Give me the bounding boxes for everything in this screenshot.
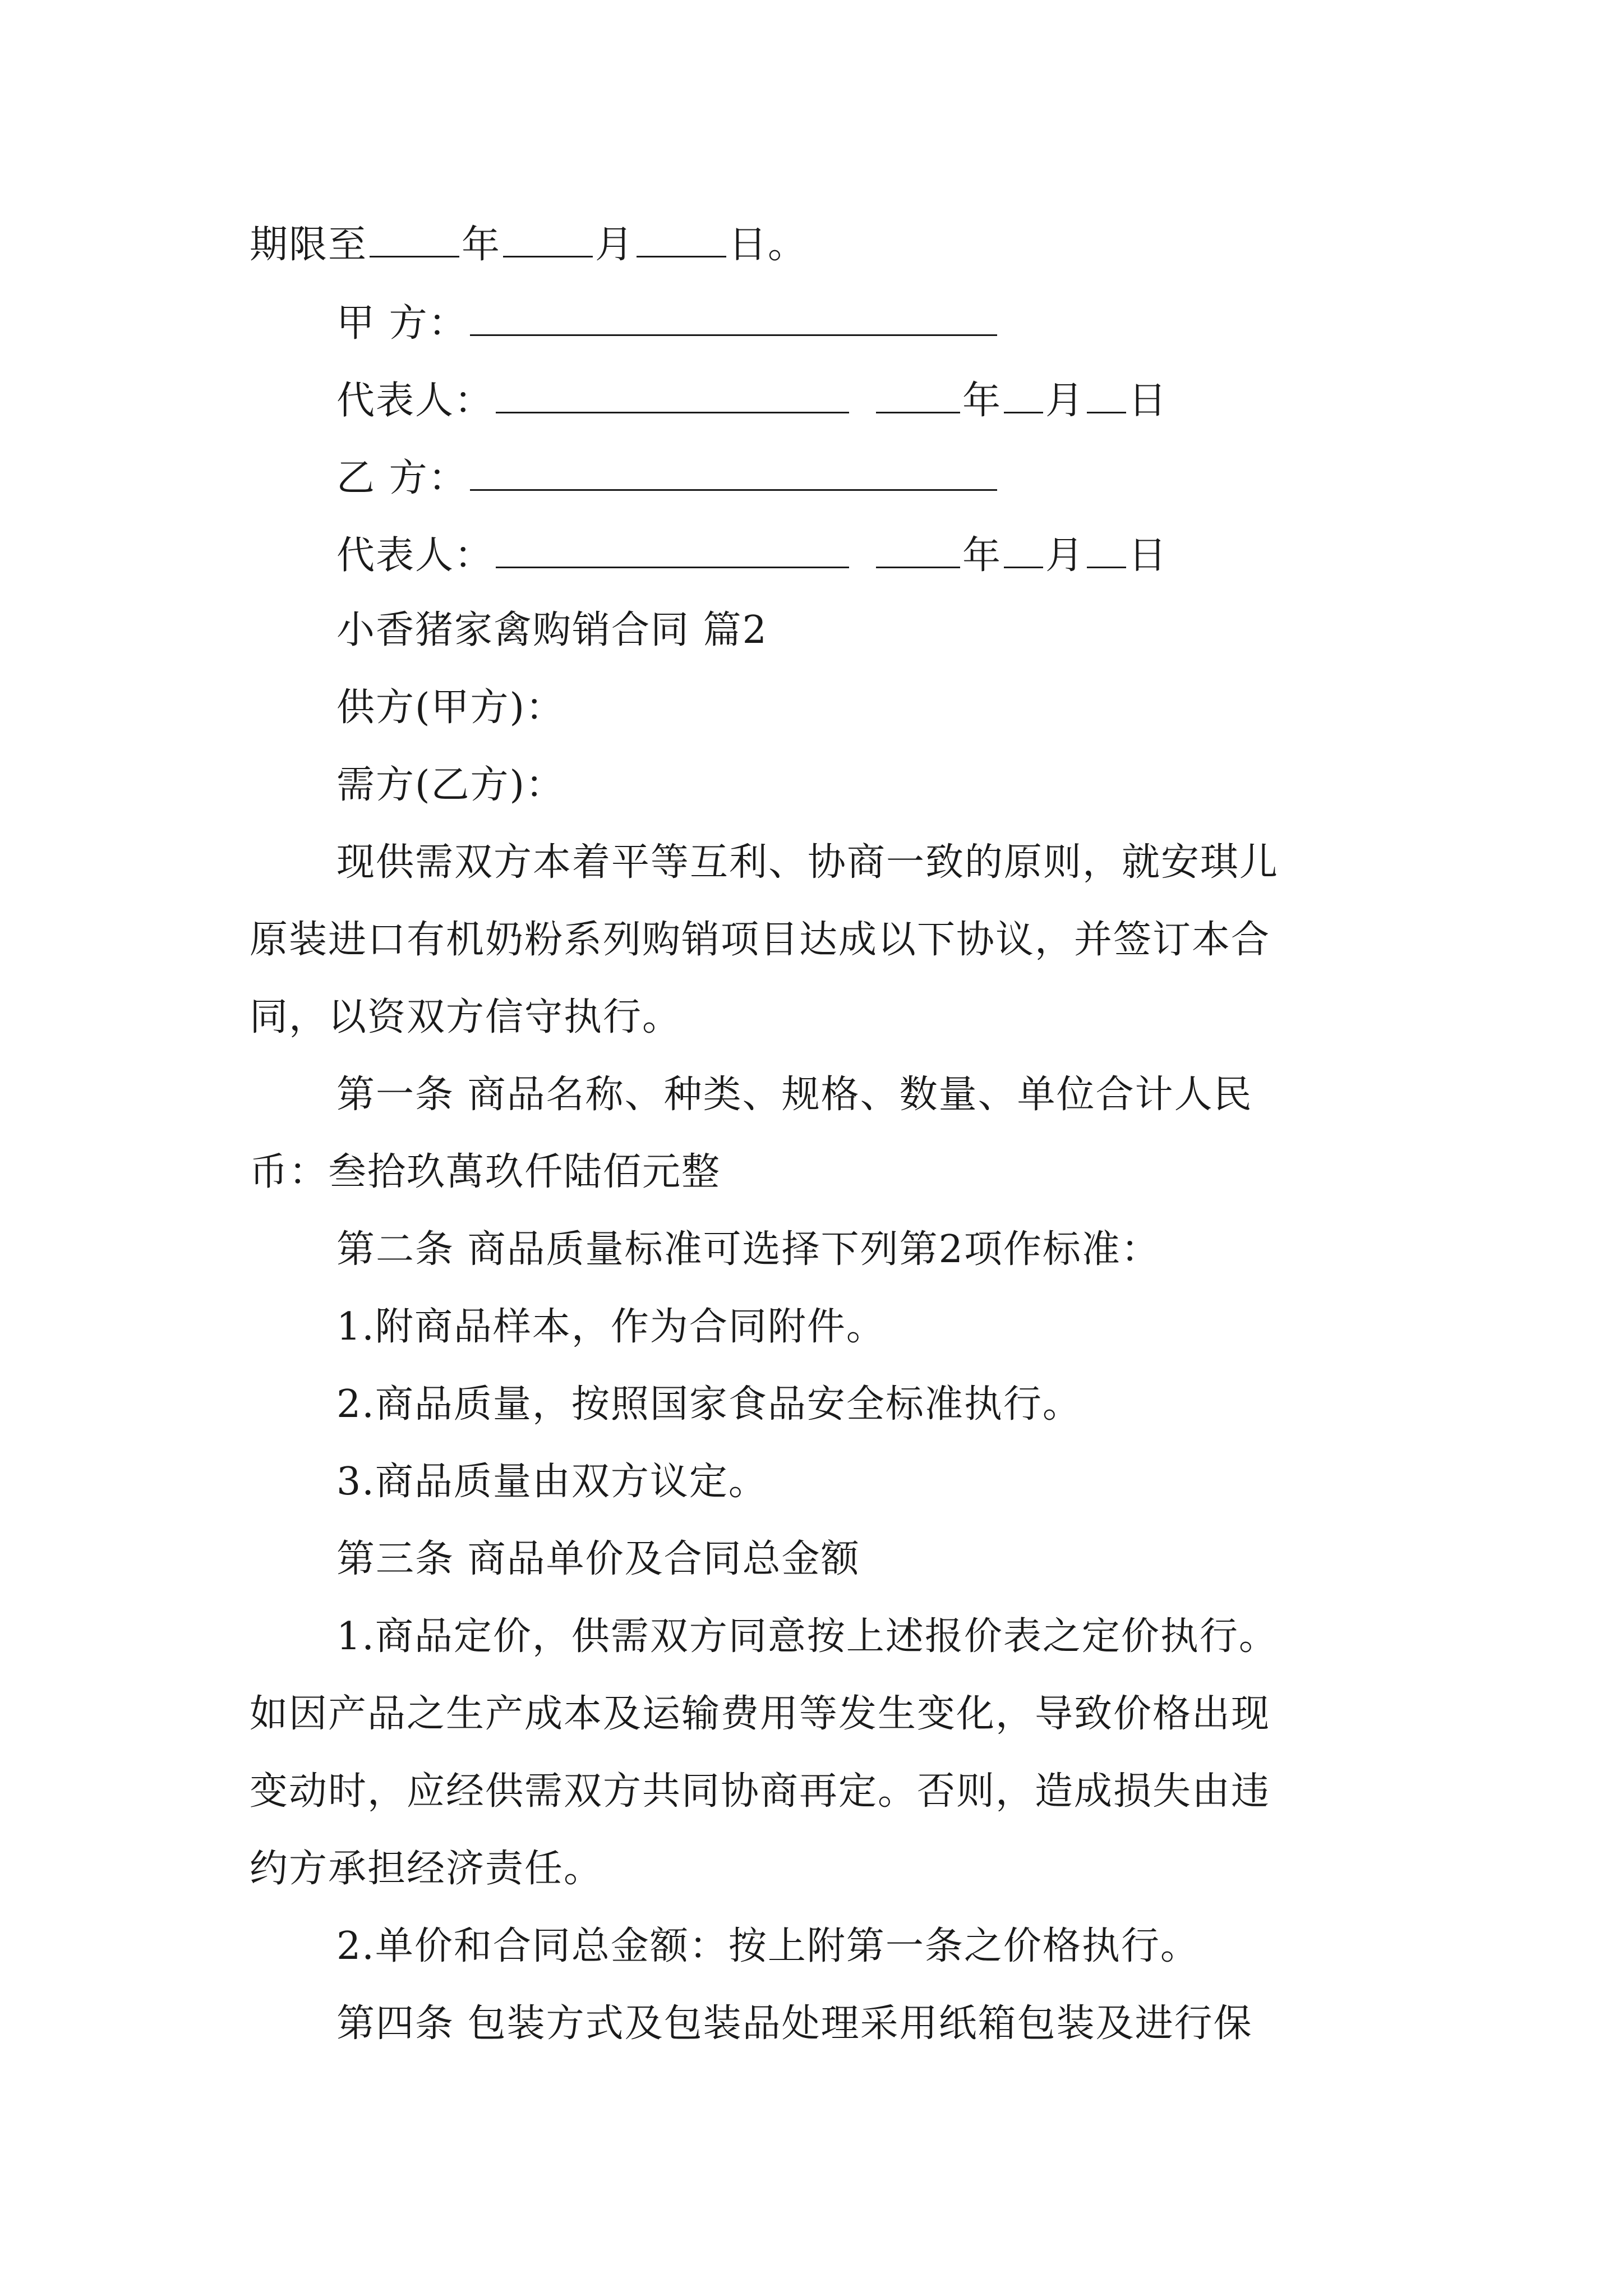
- article3-item1-line-3: 变动时，应经供需双方共同协商再定。否则，造成损失由违: [250, 1769, 1271, 1814]
- article2-item-1: 1.附商品样本，作为合同附件。: [336, 1305, 886, 1349]
- term-prefix: 期限至: [250, 223, 368, 267]
- rep-a-day: 日: [1128, 379, 1168, 423]
- rep-b-month: 月: [1045, 533, 1085, 578]
- article1-line-2: 币：叁拾玖萬玖仟陆佰元整: [250, 1150, 721, 1194]
- rep-b-label: 代表人：: [336, 533, 494, 578]
- rep-b-line: [336, 526, 1168, 580]
- day-blank: [637, 215, 726, 257]
- term-day-label: 日。: [728, 223, 808, 267]
- section-title: 小香猪家禽购销合同 篇2: [336, 608, 768, 652]
- supplier-line: 供方(甲方)：: [336, 685, 565, 730]
- party-b-line: [336, 449, 999, 503]
- article3-item2: 2.单价和合同总金额：按上附第一条之价格执行。: [336, 1924, 1200, 1968]
- article3-item1-line-1: 1.商品定价，供需双方同意按上述报价表之定价执行。: [336, 1614, 1278, 1659]
- article4-line: 第四条 包装方式及包装品处理采用纸箱包装及进行保: [336, 2001, 1253, 2046]
- buyer-line: 需方(乙方)：: [336, 763, 565, 807]
- intro-line-3: 同，以资双方信守执行。: [250, 995, 682, 1039]
- term-line: [250, 215, 807, 269]
- rep-a-line: [336, 371, 1168, 425]
- article1-line-1: 第一条 商品名称、种类、规格、数量、单位合计人民: [336, 1073, 1253, 1117]
- intro-line-1: 现供需双方本着平等互利、协商一致的原则，就安琪儿: [336, 840, 1279, 885]
- rep-b-blank: [496, 526, 849, 568]
- party-b-label: 乙 方：: [336, 456, 468, 500]
- rep-b-day: 日: [1128, 533, 1168, 578]
- intro-line-2: 原装进口有机奶粉系列购销项目达成以下协议，并签订本合: [250, 918, 1271, 962]
- rep-a-month: 月: [1045, 379, 1085, 423]
- party-a-line: [336, 294, 999, 348]
- party-a-blank: [470, 294, 997, 336]
- month-blank: [503, 215, 593, 257]
- term-month-label: 月: [595, 223, 635, 267]
- rep-b-month-blank: [1004, 526, 1043, 568]
- article3-item1-line-2: 如因产品之生产成本及运输费用等发生变化，导致价格出现: [250, 1692, 1271, 1736]
- article3-item1-line-4: 约方承担经济责任。: [250, 1847, 603, 1891]
- party-a-label: 甲 方：: [336, 301, 468, 346]
- rep-a-year-blank: [876, 371, 960, 413]
- year-blank: [370, 215, 459, 257]
- rep-a-day-blank: [1087, 371, 1126, 413]
- rep-a-month-blank: [1004, 371, 1043, 413]
- party-b-blank: [470, 449, 997, 491]
- rep-b-year-blank: [876, 526, 960, 568]
- article3-title: 第三条 商品单价及合同总金额: [336, 1537, 860, 1581]
- article2-title: 第二条 商品质量标准可选择下列第2项作标准：: [336, 1227, 1160, 1272]
- rep-b-year: 年: [962, 533, 1002, 578]
- article2-item-2: 2.商品质量，按照国家食品安全标准执行。: [336, 1382, 1082, 1427]
- rep-a-blank: [496, 371, 849, 413]
- rep-a-label: 代表人：: [336, 379, 494, 423]
- term-year-label: 年: [462, 223, 501, 267]
- article2-item-3: 3.商品质量由双方议定。: [336, 1460, 768, 1504]
- rep-b-day-blank: [1087, 526, 1126, 568]
- rep-a-year: 年: [962, 379, 1002, 423]
